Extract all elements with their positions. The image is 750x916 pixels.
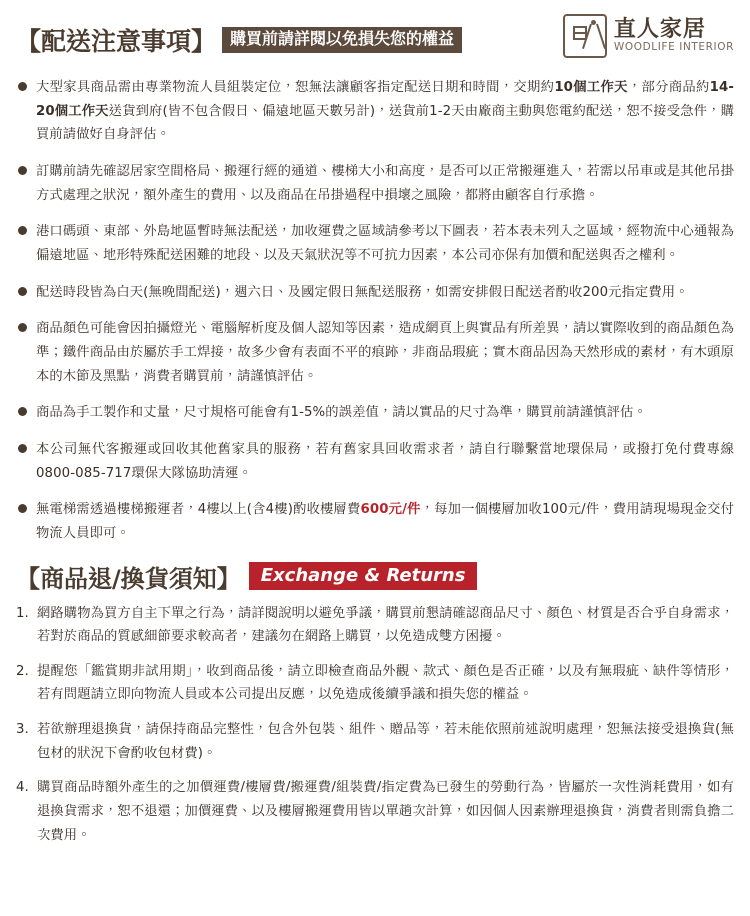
returns-note-item	[16, 602, 734, 649]
note-text-segment: ，每加一個樓層加收100元/件，費用請現場現金交付物流人員即可。	[36, 502, 735, 541]
shipping-note-text	[36, 317, 734, 388]
returns-note-text: 購買商品時額外產生的之加價運費/樓層費/搬運費/組裝費/指定費為已發生的勞動行為，皆屬於一次性消耗費用，如有退換貨需求，恕不退還；加價運費、以及樓層搬運費用皆以單趟次計算，如因個人因素辦理退換貨，消費者則需負擔二次費用。	[37, 780, 734, 843]
bullet-dot-icon	[18, 407, 27, 416]
returns-note-number: 3.	[16, 722, 29, 738]
returns-note-number: 1.	[16, 605, 29, 621]
brand-logo	[563, 14, 734, 58]
shipping-note-text	[36, 76, 734, 147]
shipping-note-text	[36, 438, 734, 485]
shipping-note-text	[36, 498, 734, 545]
returns-note-item	[16, 660, 734, 707]
document-header	[16, 10, 734, 68]
note-text-segment: 配送時段皆為白天(無晚間配送)，週六日、及國定假日無配送服務，如需安排假日配送者酌收200元指定費用。	[36, 284, 689, 300]
woodlife-logo-icon	[563, 14, 607, 58]
shipping-note-item	[16, 498, 734, 545]
shipping-note-item	[16, 220, 734, 267]
highlight-red-text: 600元/件	[360, 502, 421, 518]
bullet-dot-icon	[18, 504, 27, 513]
note-text-segment: 訂購前請先確認居家空間格局、搬運行經的通道、樓梯大小和高度，是否可以正常搬運進入，若需以吊車或是其他吊掛方式處理之狀況，額外產生的費用、以及商品在吊掛過程中損壞之風險，都將由顧客自行承擔。	[36, 163, 734, 203]
bullet-dot-icon	[18, 323, 27, 332]
returns-title-row	[16, 559, 734, 594]
returns-notes-list	[16, 602, 734, 848]
shipping-note-item	[16, 401, 734, 425]
returns-note-item	[16, 776, 734, 847]
brand-text	[614, 18, 734, 54]
shipping-note-text	[36, 220, 734, 267]
returns-note-number: 4.	[16, 780, 29, 796]
returns-note-text: 若欲辦理退換貨，請保持商品完整性，包含外包裝、組件、贈品等，若未能依照前述說明處理，恕無法接受退換貨(無包材的狀況下會酌收包材費)。	[37, 722, 734, 761]
shipping-section-title: 【配送注意事項】	[16, 27, 217, 56]
shipping-notes-list	[16, 76, 734, 546]
shipping-note-text	[36, 281, 734, 305]
shipping-note-item	[16, 160, 734, 207]
bullet-dot-icon	[18, 82, 27, 91]
returns-section-title: 【商品退/換貨須知】	[16, 564, 241, 593]
note-text-segment: 大型家具商品需由專業物流人員組裝定位，恕無法讓顧客指定配送日期和時間，交期約	[36, 80, 555, 95]
highlight-bold-text: 14-20個工作天	[36, 80, 734, 119]
bullet-dot-icon	[18, 444, 27, 453]
shipping-note-item	[16, 76, 734, 147]
returns-note-item	[16, 718, 734, 765]
shipping-note-text	[36, 401, 734, 425]
note-text-segment: 無電梯需透過樓梯搬運者，4樓以上(含4樓)酌收樓層費	[36, 502, 361, 518]
bullet-dot-icon	[18, 287, 27, 296]
brand-name-en: WOODLIFE INTERIOR	[613, 41, 734, 54]
returns-note-number: 2.	[16, 663, 29, 679]
highlight-bold-text: 10個工作天	[554, 80, 628, 95]
note-text-segment: 港口碼頭、東部、外島地區暫時無法配送，加收運費之區域請參考以下圖表，若本表未列入之區域，經物流中心通報為偏遠地區、地形特殊配送困難的地段、以及天氣狀況等不可抗力因素，本公司亦保有加價和配送與否之權利。	[36, 224, 734, 263]
returns-note-text: 提醒您「鑑賞期非試用期」，收到商品後，請立即檢查商品外觀、款式、顏色是否正確，以及有無瑕疵、缺件等情形，若有問題請立即向物流人員或本公司提出反應，以免造成後續爭議和損失您的權益。	[37, 663, 734, 703]
brand-name-zh: 直人家居	[613, 17, 706, 43]
note-text-segment: 送貨到府(皆不包含假日、偏遠地區天數另計)，送貨前1-2天由廠商主動與您電約配送，恕不接受急件，購買前請做好自身評估。	[36, 103, 734, 143]
shipping-note-item	[16, 281, 734, 305]
shipping-note-item	[16, 317, 734, 388]
shipping-title-badge: 購買前請詳閱以免損失您的權益	[222, 27, 462, 52]
note-text-segment: ，部分商品約	[627, 80, 710, 95]
returns-title-badge: Exchange & Returns	[249, 562, 478, 591]
bullet-dot-icon	[18, 226, 27, 235]
returns-note-text: 網路購物為買方自主下單之行為，請詳閱說明以避免爭議，購買前懇請確認商品尺寸、顏色、材質是否合乎自身需求，若對於商品的質感細節要求較高者，建議勿在網路上購買，以免造成雙方困擾。	[37, 605, 734, 645]
note-text-segment: 商品顏色可能會因拍攝燈光、電腦解析度及個人認知等因素，造成網頁上與實品有所差異，請以實際收到的商品顏色為準；鐵件商品由於屬於手工焊接，故多少會有表面不平的痕跡，非商品瑕疵；實木商品因為天然形成的素材，有木頭原本的木節及黑點，消費者購買前，請謹慎評估。	[36, 321, 734, 384]
note-text-segment: 本公司無代客搬運或回收其他舊家具的服務，若有舊家具回收需求者，請自行聯繫當地環保局，或撥打免付費專線0800-085-717環保大隊協助清運。	[36, 441, 734, 481]
note-text-segment: 商品為手工製作和丈量，尺寸規格可能會有1-5%的誤差值，請以實品的尺寸為準，購買前請謹慎評估。	[36, 405, 647, 421]
shipping-note-item	[16, 438, 734, 485]
shipping-note-text	[36, 160, 734, 207]
bullet-dot-icon	[18, 166, 27, 175]
